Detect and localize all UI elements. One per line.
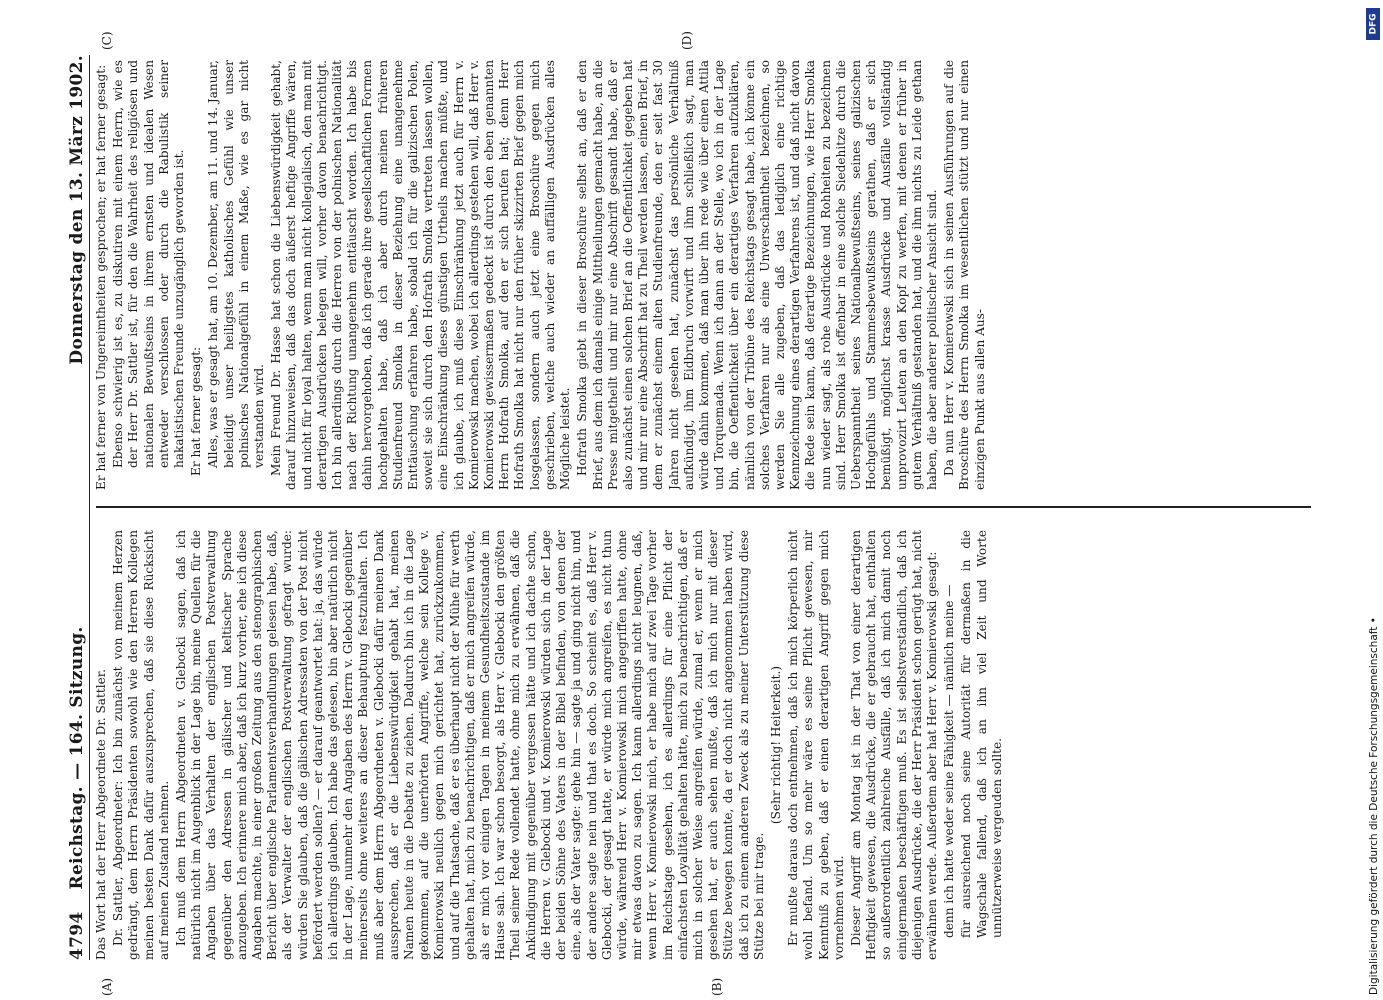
dfg-logo: DFG xyxy=(1366,8,1380,40)
right-column xyxy=(94,60,1314,490)
paragraph: Da nun Herr v. Komierowski sich in seinen Ausführungen auf die Broschüre des Herrn Smolka im wesentlichen stützt und nur einen einzigen Punkt aus allen Aus- xyxy=(942,60,987,490)
paragraph: Ich muß dem Herrn Abgeordneten v. Glebocki sagen, daß ich natürlich nicht im Augenblick in der Lage bin, meine Quellen für die Angaben über das Verhalten der englischen Postverwaltung gegenüber den Adressen in gälischer und keltischer Sprache anzugeben. Ich erinnere mich aber, daß ich kurz vorher, ehe ich diese Angaben machte, in einer großen Zeitung aus den stenographischen Bericht über englische Parlamentsverhandlungen gelesen habe, daß, als der Verwalter der englischen Postverwaltung gefragt wurde: würden Sie glauben, daß die gälischen Adressaten von der Post nicht befördert werden sollen? — er darauf geantwortet hat: ja, das würde ich allerdings glauben. Ich habe das gelesen, bin aber natürlich nicht in der Lage, nunmehr den Angaben des Herrn v. Glebocki gegenüber meinerseits ohne weiteres an dieser Behauptung festzuhalten. Ich muß aber dem Herrn Abgeordneten v. Glebocki dafür meinen Dank aussprechen, daß er die Liebenswürdigkeit gehabt hat, meinen Namen heute in die Debatte zu ziehen. Dadurch bin ich in die Lage gekommen, auf die unerhörten Angriffe, welche sein Kollege v. Komierowski neulich gegen mich gerichtet hat, zurückzukommen, und auf die Thatsache, daß er es überhaupt nicht der Mühe für werth gehalten hat, mich zu benachrichtigen, daß er mich angreifen würde, als er mich vor einigen Tagen in meinem Gesundheitszustande im Hause sah. Ich war schon besorgt, als Herr v. Glebocki den größten Theil seiner Rede vollendet hatte, ohne mich zu erwähnen, daß die Ankündigung mit gegenüber vergessen hätte und ich dachte schon, die Herren v. Glebocki und v. Komierowski würden sich in der Lage der beiden Söhne des Vaters in der Bibel befinden, von denen der eine, als der Vater sagte: gehe hin — sagte ja und ging nicht hin, und der andere sagte nein und that es doch. So scheint es, daß Herr v. Glebocki, der gesagt hatte, er würde mich angreifen, es nicht thun würde, während Herr v. Komierowski mich angegriffen hatte, ohne mir etwas davon zu sagen. Ich kann allerdings nicht leugnen, daß, wenn Herr v. Komierowski mich, er habe mich auf zwei Tage vorher im Reichstage gesehen, ich es allerdings für eine Pflicht der einfachsten Loyalität gehalten hätte, mich zu benachrichtigen, daß er mich in solcher Weise angreifen würde, zumal er, wenn er mich gesehen hat, er auch sehen mußte, daß ich mich nur mit dieser Stütze bewegen konnte, da er doch nicht angenommen haben wird, daß ich zu einem anderen Zweck als zu meiner Unterstützung diese Stütze bei mir trage. xyxy=(174,530,766,960)
rotated-page xyxy=(60,31,1320,996)
interjection: (Sehr richtig! Heiterkeit.) xyxy=(768,665,783,825)
page-header xyxy=(60,55,90,960)
digitization-note: Digitalisierung gefördert durch die Deutsche Forschungsgemeinschaft • xyxy=(1368,617,1380,995)
paragraph: Hofrath Smolka giebt in dieser Broschüre selbst an, daß er den Brief, aus dem ich damals einige Mittheilungen gemacht habe, an die Presse mitgetheilt und mir nur eine Abschrift gesandt habe, daß er also zunächst einen solchen Brief an die Oeffentlichkeit gegeben hat und mir nur eine Abschrift hat zu Theil werden lassen, einen Brief, in dem er zunächst einem alten Studienfreunde, den er seit fast 30 Jahren nicht gesehen hat, zunächst das persönliche Verhältniß aufkündigt, ihm Eidbruch vorwirft und ihm schließlich sagt, man würde dahin kommen, daß man über ihn rede wie über einen Attila und Torquemada. Wenn ich dann an der Stelle, wo ich in der Lage bin, die Oeffentlichkeit über ein derartiges Verfahren aufzuklären, nämlich von der Tribüne des Reichstags gesagt habe, ich könne ein solches Verfahren nur als eine Unverschämtheit bezeichnen, so werden Sie alle zugeben, daß das lediglich eine richtige Kennzeichnung eines derartigen Verfahrens ist, und daß nicht davon die Rede sein kann, daß derartige Bezeichnungen, wie Herr Smolka nun wieder sagt, als rohe Ausdrücke und Rohheiten zu bezeichnen sind. Herr Smolka ist offenbar in eine solche Siedehitze durch die Ueberspanntheit seines Nationalbewußtseins, seines galizischen Hochgefühls und Stammesbewußtseins gerathen, daß er sich bemüßigt, möglichst krasse Ausdrücke und Ausfälle vollständig unprovozirt Leuten an den Kopf zu werfen, mit denen er früher in gutem Verhältniß gestanden hat, und die ihm nichts zu Leide gethan haben, die aber anderer politischer Ansicht sind. xyxy=(575,60,939,490)
paragraph: Er hat ferner gesagt: xyxy=(189,346,204,476)
margin-marker-c: (C) xyxy=(100,31,114,50)
paragraph: Er mußte daraus doch entnehmen, daß ich mich körperlich nicht wohl befand. Um so mehr wäre es seine Pflicht gewesen, mir Kenntniß zu geben, daß er einen derartigen Angriff gegen mich vornehmen wird. xyxy=(786,530,846,960)
margin-marker-b: (B) xyxy=(710,977,724,996)
paragraph: Das Wort hat der Herr Abgeordnete Dr. Sattler. xyxy=(94,668,108,960)
session-title: Reichstag. — 164. Sitzung. xyxy=(67,626,87,890)
quotation: für ausreichend noch seine Autorität für dermaßen in die Wagschale fallend, daß ich an ihn viel Zeit und Worte unnützerweise vergeuden sollte. xyxy=(959,530,1004,938)
session-date: Donnerstag den 13. März 1902. xyxy=(67,55,87,365)
quotation: denn ich hatte weder seine Fähigkeit — nämlich meine — xyxy=(942,584,957,938)
paragraph: Dieser Angriff am Montag ist in der That von einer derartigen Heftigkeit gewesen, die Ausdrücke, die er gebraucht hat, enthalten so außerordentlich zahlreiche Ausfälle, daß ich mich damit noch einigermaßen beschäftigen muß. Es ist selbstverständlich, daß ich diejenigen Ausdrücke, die der Herr Präsident schon gerügt hat, nicht erwähnen werde. Außerdem aber hat Herr v. Komierowski gesagt: xyxy=(848,530,939,960)
paragraph: Dr. Sattler, Abgeordneter: Ich bin zunächst von meinem Herzen gedrängt, dem Herrn Präsidenten sowohl wie den Herren Kollegen meinen besten Dank dafür auszusprechen, daß sie diese Rücksicht auf meinen Zustand nehmen. xyxy=(111,530,171,960)
margin-marker-a: (A) xyxy=(100,977,114,996)
quotation: Ebenso schwierig ist es, zu diskutiren mit einem Herrn, wie es der Herr Dr. Sattler ist, für den die Wahrheit des religiösen und nationalen Bewußtseins in ihrem ernsten und idealen Wesen entweder verschlossen oder durch die Rabulistik seiner hakatistischen Freunde unzugänglich geworden ist. xyxy=(111,60,187,468)
left-column xyxy=(94,530,1314,960)
quotation: Alles, was er gesagt hat, am 10. Dezember, am 11. und 14. Januar, beleidigt unser heiligstes katholisches Gefühl wie unser polnisches Nationalgefühl in einem Maße, wie es gar nicht verstanden wird. xyxy=(206,60,267,468)
column-divider xyxy=(96,507,1311,509)
margin-marker-d: (D) xyxy=(680,31,694,50)
paragraph: Mein Freund Dr. Hasse hat schon die Liebenswürdigkeit gehabt, darauf hinzuweisen, daß das doch äußerst heftige Angriffe wären, und nicht für loyal halten, wenn man nicht kollegialisch, den man mit derartigen Ausdrücken belegen will, vorher davon benachrichtigt. Ich bin allerdings durch die Herren von der polnischen Nationalität nach der Richtung unangenehm enttäuscht worden. Ich habe bis dahin hervorgehoben, daß ich gerade ihre gesellschaftlichen Formen hochgehalten habe, daß ich aber durch meinen früheren Studienfreund Smolka in dieser Beziehung eine unangenehme Enttäuschung erfahren habe, sobald ich für die galizischen Polen, soweit sie sich durch den Hofrath Smolka vertreten lassen wollen, eine Einschränkung dieses günstigen Urtheils machen müßte, und ich glaube, ich muß diese Einschränkung jetzt auch für Herrn v. Komierowski machen, wobei ich allerdings gestehen will, daß Herr v. Komierowski gewissermaßen gedeckt ist durch den eben genannten Herrn Hofrath Smolka, auf den er sich berufen hat; denn Herr Hofrath Smolka hat nicht nur den früher skizzirten Brief gegen mich losgelassen, sondern auch jetzt eine Broschüre gegen mich geschrieben, welche auch wieder an auffälligen Ausdrücken alles Mögliche leistet. xyxy=(269,60,573,490)
page-number: 4794 xyxy=(67,911,87,960)
paragraph: Er hat ferner von Ungereimtheiten gesprochen; er hat ferner gesagt: xyxy=(94,64,108,490)
